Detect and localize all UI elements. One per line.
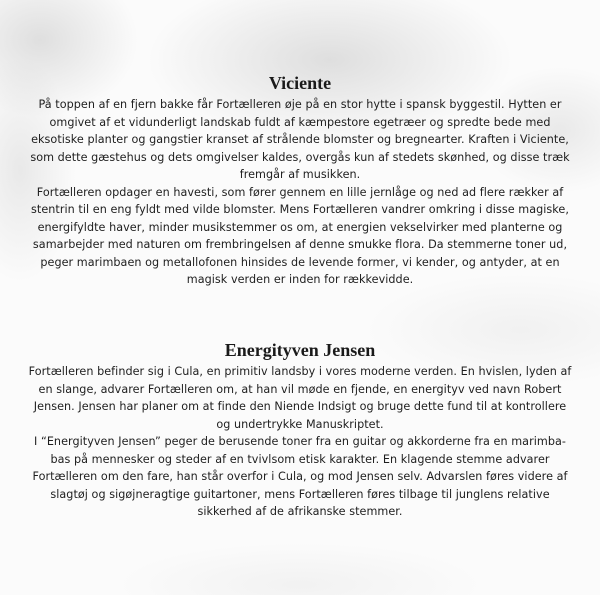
paragraph: I “Energityven Jensen” peger de berusende toner fra en guitar og akkorderne fra en marimba-bas på mennesker og steder af en tvivlsom etisk karakter. En klagende stemme advarer Fortælleren om den fare, han står overfor i Cula, og mod Jensen selv. Advarslen føres videre af slagtøj og sigøjneragtige guitartoner, mens Fortælleren føres tilbage til junglens relative sikkerhed af de afrikanske stemmer. [32,435,568,518]
paragraph: Fortælleren opdager en havesti, som fører gennem en lille jernlåge og ned ad flere rækker af stentrin til en eng fyldt med vilde blomster. Mens Fortælleren vandrer omkring i disse magiske, energifyldte haver, minder musikstemmer os om, at energien vekselvirker med planterne og samarbejder med naturen om frembringelsen af denne smukke flora. Da stemmerne toner ud, peger marimbaen og metallofonen hinsides de levende former, vi kender, og antyder, at en magisk verden er inden for rækkevidde. [31,185,569,286]
section-viciente [26,72,574,289]
paragraph: På toppen af en fjern bakke får Fortælleren øje på en stor hytte i spansk byggestil. Hytten er omgivet af et vidunderligt landskab fuldt af kæmpestore egetræer og spredte bede med eksotiske planter og gangstier kranset af strålende blomster og bregnearter. Kraften i Viciente, som dette gæstehus og dets omgivelser kaldes, overgås kun af stedets skønhed, og disse træk fremgår af musikken. [30,98,570,181]
paragraph: Fortælleren befinder sig i Cula, en primitiv landsby i vores moderne verden. En hvislen, lyden af en slange, advarer Fortælleren om, at han vil møde en fjende, en energityv ved navn Robert Jensen. Jensen har planer om at finde den Niende Indsigt og bruge dette fund til at kontrollere og undertrykke Manuskriptet. [28,365,572,431]
section-title: Viciente [268,73,332,93]
section-energityven-jensen [26,339,574,521]
section-title: Energityven Jensen [224,340,376,360]
